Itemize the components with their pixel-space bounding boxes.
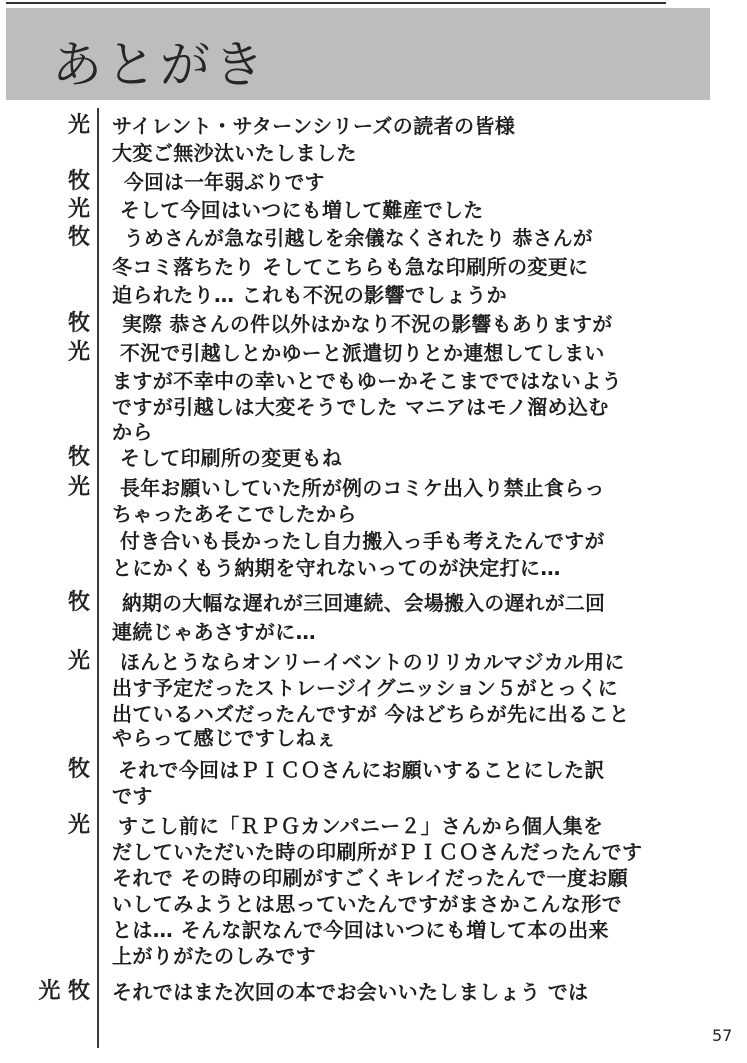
dialogue-text: 不況で引越しとかゆーと派遣切りとか連想してしまい	[120, 341, 605, 365]
speaker-label: 牧	[67, 445, 90, 470]
dialogue-text: 出ているハズだったんですが 今はどちらが先に出ること	[112, 702, 630, 726]
dialogue-text: 大変ご無沙汰いたしました	[112, 141, 357, 165]
dialogue-text: うめさんが急な引越しを余儀なくされたり 恭さんが	[124, 226, 593, 250]
dialogue-text: すこし前に「ＲＰＧカンパニー２」さんから個人集を	[118, 814, 604, 838]
speaker-label: 光	[67, 649, 90, 674]
header-band	[6, 8, 710, 100]
dialogue-line	[0, 474, 747, 502]
dialogue-text: 出す予定だったストレージイグニッション５がとっくに	[112, 676, 619, 700]
dialogue-text: とは… そんな訳なんで今回はいつにも増して本の出来	[112, 918, 609, 942]
dialogue-line	[0, 756, 747, 784]
dialogue-text: やらって感じですしねぇ	[112, 726, 337, 750]
dialogue-line	[0, 890, 747, 918]
page-title: あとがき	[52, 36, 268, 94]
dialogue-line	[0, 554, 747, 582]
dialogue-text: ほんとうならオンリーイベントのリリカルマジカル用に	[120, 650, 625, 674]
dialogue-line	[0, 864, 747, 892]
speaker-label: 光	[67, 475, 90, 500]
dialogue-text: いしてみようとは思っていたんですがまさかこんな形で	[112, 892, 622, 916]
dialogue-line	[0, 782, 747, 810]
dialogue-text: 長年お願いしていた所が例のコミケ出入り禁止食らっ	[120, 476, 605, 500]
dialogue-text: それで今回はＰＩＣＯさんにお願いすることにした訳	[118, 758, 605, 782]
dialogue-line	[0, 310, 747, 338]
dialogue-line	[0, 500, 747, 528]
dialogue-line	[0, 942, 747, 970]
dialogue-line	[0, 724, 747, 752]
dialogue-text: 冬コミ落ちたり そしてこちらも急な印刷所の変更に	[112, 255, 589, 279]
dialogue-line	[0, 281, 747, 309]
dialogue-line	[0, 527, 747, 555]
speaker-label: 光	[67, 113, 90, 138]
speaker-label: 光	[67, 340, 90, 365]
speaker-label: 光	[67, 197, 90, 222]
dialogue-text: とにかくもう納期を守れないってのが決定打に…	[112, 556, 561, 580]
dialogue-line	[0, 367, 747, 395]
dialogue-line	[0, 618, 747, 646]
speaker-label: 牧	[67, 169, 90, 194]
dialogue-line	[0, 812, 747, 840]
dialogue-text: そして今回はいつにも増して難産でした	[120, 198, 484, 222]
dialogue-line	[0, 648, 747, 676]
dialogue-text: そして印刷所の変更もね	[120, 446, 343, 470]
dialogue-text: ちゃったあそこでしたから	[112, 502, 357, 526]
dialogue-text: それではまた次回の本でお会いいたしましょう では	[112, 980, 589, 1004]
dialogue-line	[0, 339, 747, 367]
dialogue-line	[0, 393, 747, 421]
dialogue-text: 迫られたり… これも不況の影響でしょうか	[112, 283, 507, 307]
speaker-label: 光 牧	[38, 979, 90, 1004]
dialogue-text: サイレント・サターンシリーズの読者の皆様	[112, 114, 516, 138]
dialogue-text: です	[112, 784, 153, 808]
top-rule	[6, 2, 666, 4]
speaker-label: 牧	[67, 590, 90, 615]
dialogue-line	[0, 253, 747, 281]
dialogue-text: 実際 恭さんの件以外はかなり不況の影響もありますが	[122, 312, 613, 336]
dialogue-line	[0, 224, 747, 252]
dialogue-text: だしていただいた時の印刷所がＰＩＣＯさんだったんです	[112, 840, 643, 864]
dialogue-line	[0, 112, 747, 140]
speaker-label: 牧	[67, 225, 90, 250]
dialogue-text: ですが引越しは大変そうでした マニアはモノ溜め込む	[112, 395, 609, 419]
dialogue-text: 連続じゃあさすがに…	[112, 620, 316, 644]
dialogue-line	[0, 196, 747, 224]
dialogue-text: 納期の大幅な遅れが三回連続、会場搬入の遅れが二回	[122, 591, 606, 615]
dialogue-text: ますが不幸中の幸いとでもゆーかそこまでではないよう	[112, 369, 622, 393]
dialogue-line	[0, 444, 747, 472]
dialogue-text: それで その時の印刷がすごくキレイだったんで一度お願	[112, 866, 629, 890]
speaker-label: 牧	[67, 757, 90, 782]
dialogue-line	[0, 589, 747, 617]
dialogue-text: 上がりがたのしみです	[112, 944, 316, 968]
dialogue-line	[0, 418, 747, 446]
dialogue-text: 付き合いも長かったし自力搬入っ手も考えたんですが	[120, 529, 605, 553]
dialogue-line	[0, 838, 747, 866]
dialogue-line	[0, 674, 747, 702]
dialogue-line	[0, 978, 747, 1006]
speaker-label: 牧	[67, 311, 90, 336]
page-number: 57	[712, 1026, 733, 1045]
dialogue-line	[0, 168, 747, 196]
dialogue-line	[0, 916, 747, 944]
dialogue-text: 今回は一年弱ぶりです	[124, 170, 325, 194]
speaker-label: 光	[67, 813, 90, 838]
dialogue-line	[0, 139, 747, 167]
dialogue-text: から	[112, 420, 153, 444]
